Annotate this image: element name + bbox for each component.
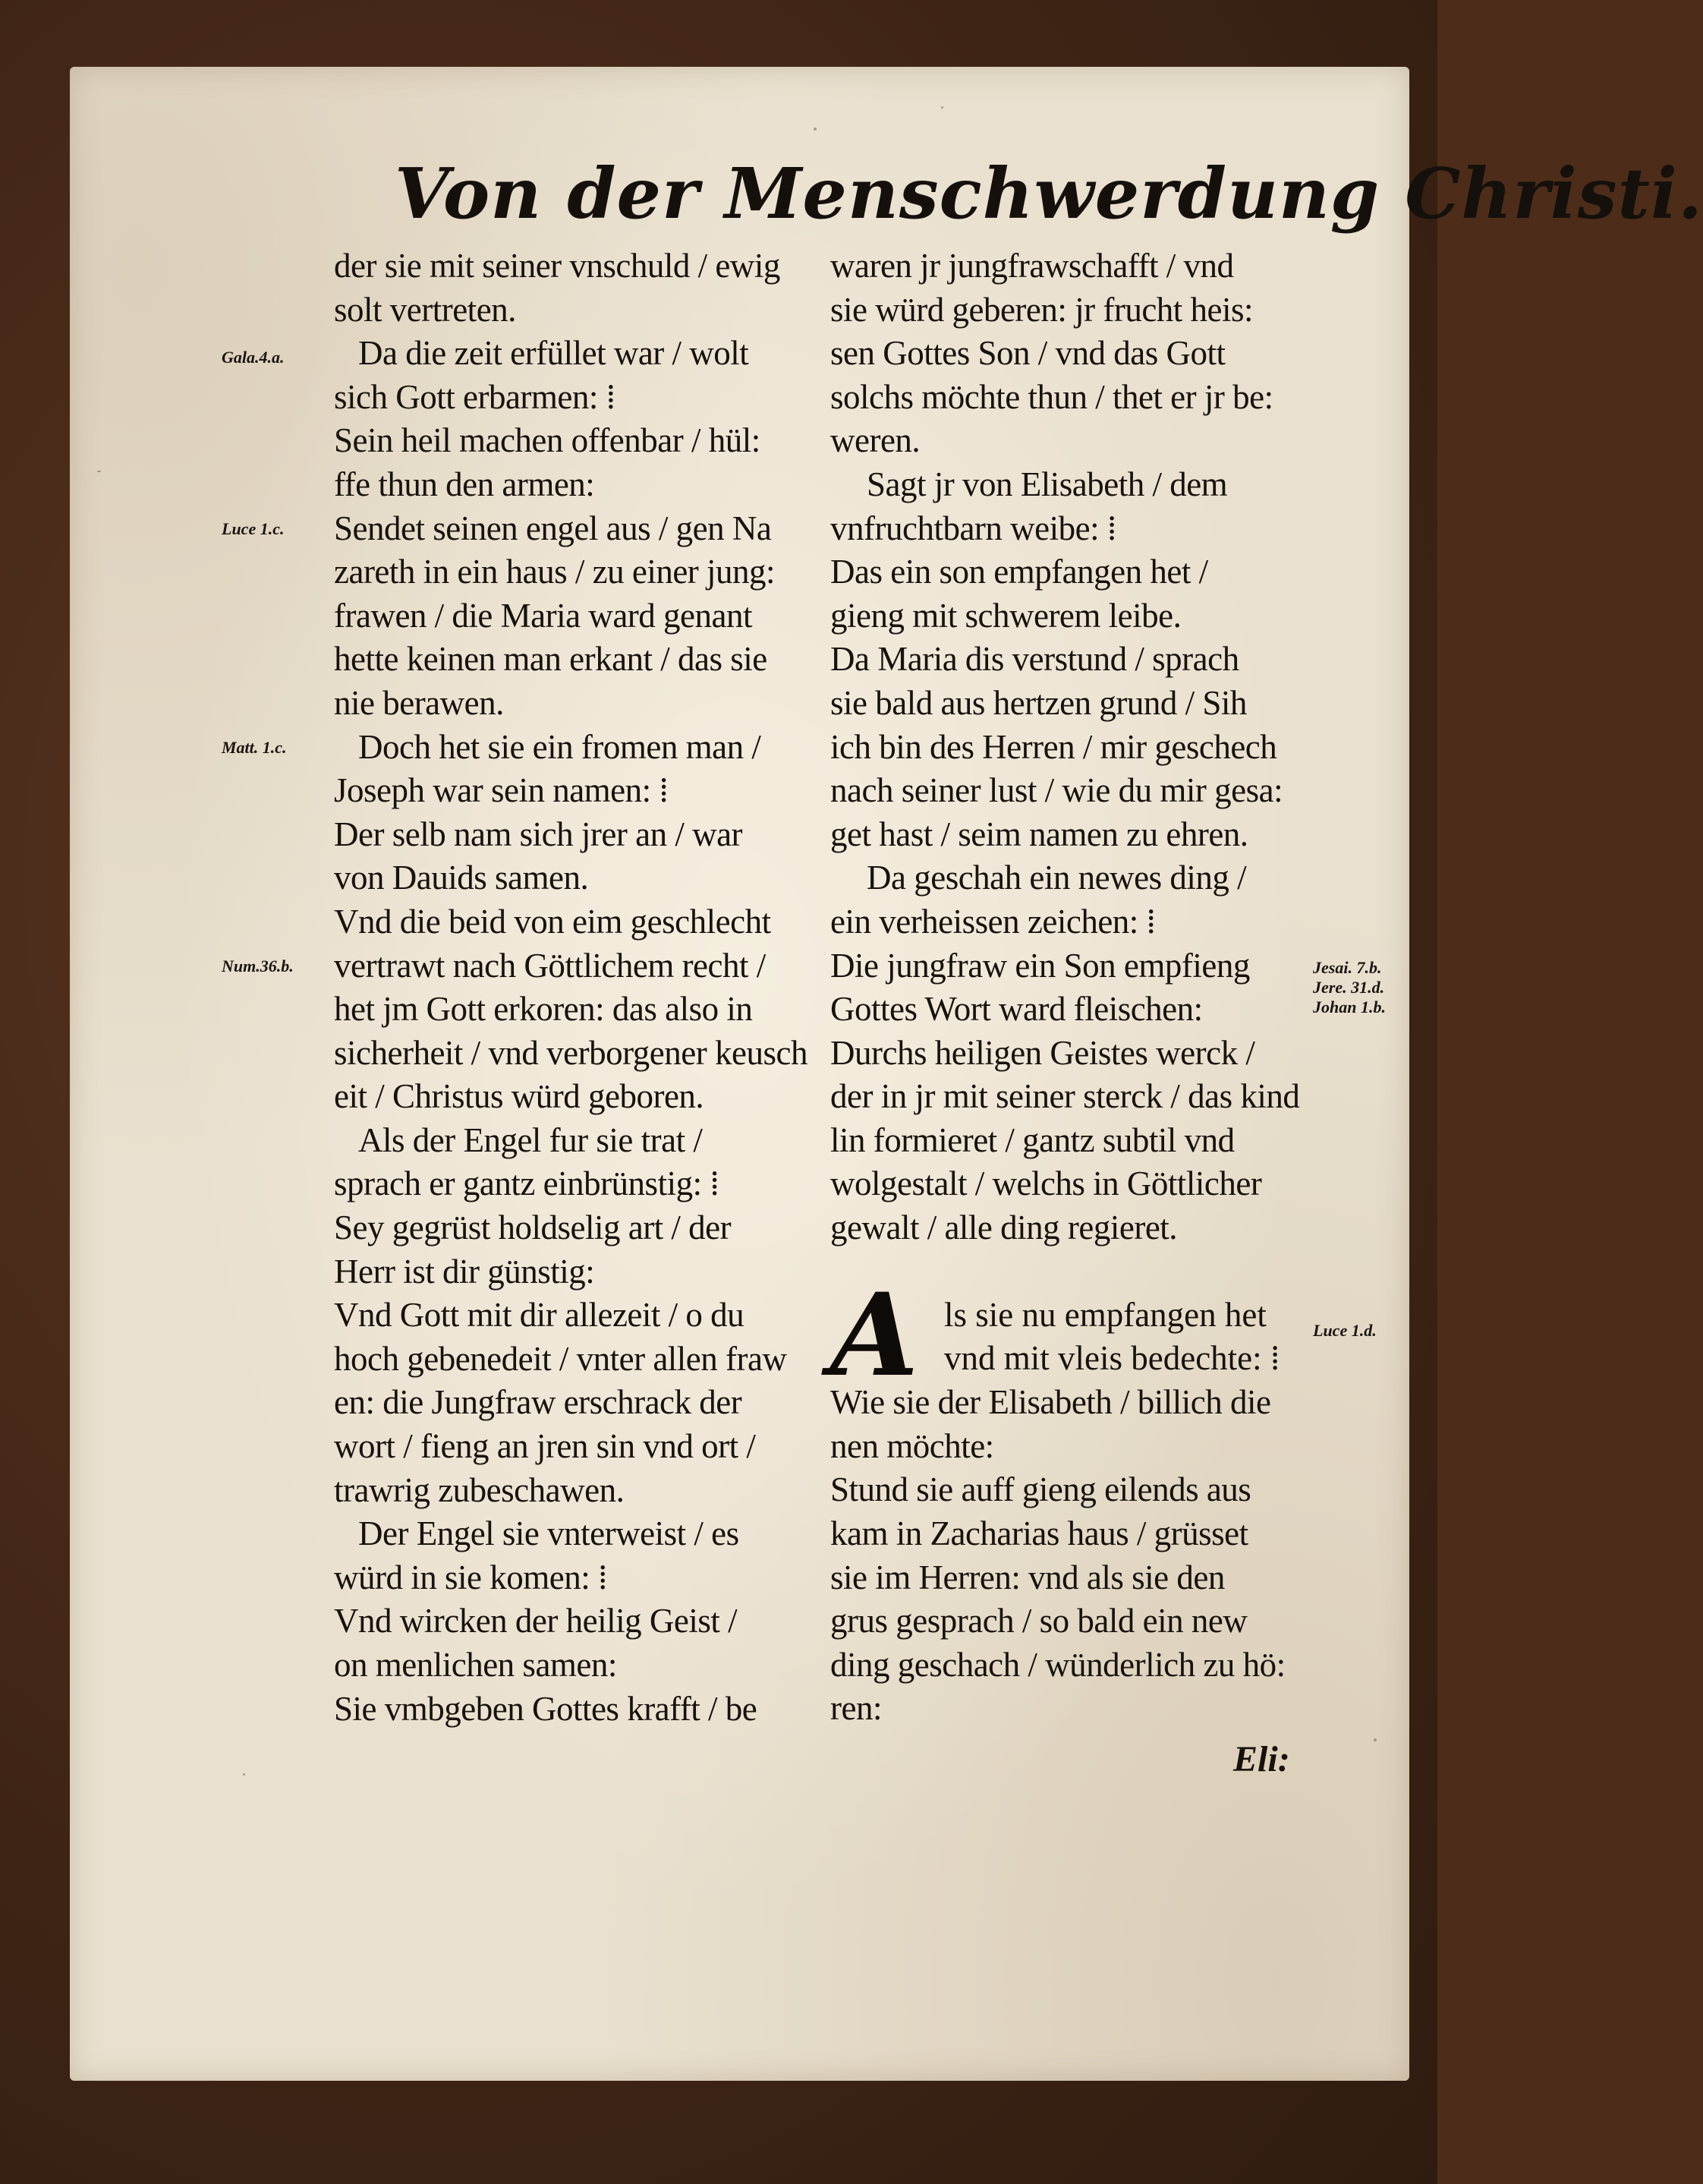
text-line: Stund sie auff gieng eilends aus	[830, 1470, 1251, 1509]
catchword: Eli:	[1233, 1739, 1290, 1779]
text-line: Sie vmbgeben Gottes krafft / be	[334, 1689, 757, 1728]
paper-speck	[814, 128, 817, 131]
text-line: der sie mit seiner vnschuld / ewig	[334, 247, 780, 285]
text-line: ding geschach / wünderlich zu hö:	[830, 1645, 1286, 1684]
text-line: grus gesprach / so bald ein new	[830, 1602, 1248, 1640]
drop-cap-letter: A	[830, 1268, 919, 1403]
text-line: Da die zeit erfüllet war / wolt	[358, 334, 749, 373]
text-line: Sein heil machen offenbar / hül:	[334, 421, 760, 460]
text-line: zareth in ein haus / zu einer jung:	[334, 553, 776, 591]
left-text-column	[334, 244, 807, 1731]
text-line: Wie sie der Elisabeth / billich die	[830, 1383, 1271, 1422]
text-line: on menlichen samen:	[334, 1646, 617, 1684]
text-line: weren.	[830, 421, 921, 460]
text-line: sprach er gantz einbrünstig: ⁞	[334, 1164, 719, 1203]
text-line: waren jr jungfrawschafft / vnd	[830, 247, 1234, 285]
text-line: lin formieret / gantz subtil vnd	[830, 1120, 1235, 1159]
margin-note-refs	[1313, 958, 1386, 1017]
right-text-column	[830, 244, 1316, 1731]
text-line: solchs möchte thun / thet er jr be:	[830, 377, 1273, 416]
text-line: nach seiner lust / wie du mir gesa:	[830, 771, 1283, 810]
text-line: ren:	[830, 1689, 882, 1728]
text-line: vnfruchtbarn weibe: ⁞	[830, 509, 1116, 547]
text-line: nen möchte:	[830, 1426, 994, 1465]
text-line: würd in sie komen: ⁞	[334, 1558, 607, 1596]
margin-note-johan: Johan 1.b.	[1313, 997, 1386, 1016]
text-line: ffe thun den armen:	[334, 465, 595, 503]
text-line: Vnd die beid von eim geschlecht	[334, 902, 771, 941]
text-line: hette keinen man erkant / das sie	[334, 640, 767, 679]
text-line: Gottes Wort ward fleischen:	[830, 990, 1203, 1029]
text-line: Als der Engel fur sie trat /	[358, 1120, 703, 1159]
text-line: eit / Christus würd geboren.	[334, 1077, 704, 1116]
text-line: gieng mit schwerem leibe.	[830, 596, 1182, 635]
text-line: ein verheissen zeichen: ⁞	[830, 902, 1156, 941]
text-line: sen Gottes Son / vnd das Gott	[830, 334, 1226, 373]
text-line: Doch het sie ein fromen man /	[358, 727, 761, 766]
margin-note-gala: Gala.4.a.	[222, 348, 285, 367]
text-line: frawen / die Maria ward genant	[334, 596, 752, 635]
text-line: Sey gegrüst holdselig art / der	[334, 1209, 732, 1247]
text-line: Vnd wircken der heilig Geist /	[334, 1602, 738, 1640]
text-line: Da Maria dis verstund / sprach	[830, 640, 1239, 679]
text-line: Der selb nam sich jrer an / war	[334, 815, 743, 853]
page-title: Von der Menschwerdung Christi.	[395, 153, 1703, 235]
text-line: het jm Gott erkoren: das also in	[334, 990, 753, 1029]
text-line: wort / fieng an jren sin vnd ort /	[334, 1427, 756, 1466]
text-line: hoch gebenedeit / vnter allen fraw	[334, 1339, 787, 1378]
paper-speck	[243, 1773, 245, 1776]
text-line: ls sie nu empfangen het	[944, 1296, 1267, 1335]
text-line: sicherheit / vnd verborgener keusch	[334, 1033, 807, 1072]
text-line: Herr ist dir günstig:	[334, 1252, 595, 1291]
text-line: Die jungfraw ein Son empfieng	[830, 946, 1250, 985]
text-line: Da geschah ein newes ding /	[867, 859, 1247, 897]
text-line: sich Gott erbarmen: ⁞	[334, 377, 615, 416]
text-line: gewalt / alle ding regieret.	[830, 1209, 1178, 1247]
margin-note-jesai: Jesai. 7.b.	[1313, 958, 1382, 977]
text-line: Sendet seinen engel aus / gen Na	[334, 509, 772, 547]
text-line: sie bald aus hertzen grund / Sih	[830, 683, 1247, 722]
text-line: Der Engel sie vnterweist / es	[358, 1514, 739, 1553]
text-line: wolgestalt / welchs in Göttlicher	[830, 1164, 1262, 1203]
text-line: von Dauids samen.	[334, 859, 589, 897]
text-line: vertrawt nach Göttlichem recht /	[334, 946, 766, 985]
paper-speck	[941, 106, 943, 109]
margin-note-luce-1c: Luce 1.c.	[222, 519, 285, 538]
text-line: ich bin des Herren / mir geschech	[830, 727, 1277, 766]
text-line: Vnd Gott mit dir allezeit / o du	[334, 1296, 744, 1335]
text-line: nie berawen.	[334, 683, 504, 722]
text-line: get hast / seim namen zu ehren.	[830, 815, 1248, 853]
paper-speck	[97, 471, 101, 472]
paper-speck	[1374, 1738, 1377, 1741]
margin-note-matt: Matt. 1.c.	[222, 738, 287, 757]
text-line: trawrig zubeschawen.	[334, 1470, 625, 1509]
text-line: vnd mit vleis bedechte: ⁞	[944, 1339, 1280, 1378]
text-line: Joseph war sein namen: ⁞	[334, 771, 669, 810]
text-line: en: die Jungfraw erschrack der	[334, 1383, 742, 1422]
text-line: Das ein son empfangen het /	[830, 553, 1208, 591]
text-line: Sagt jr von Elisabeth / dem	[867, 465, 1228, 503]
margin-note-num: Num.36.b.	[222, 956, 294, 975]
text-line: der in jr mit seiner sterck / das kind	[830, 1077, 1300, 1116]
text-line: kam in Zacharias haus / grüsset	[830, 1514, 1248, 1553]
text-line: solt vertreten.	[334, 290, 516, 329]
text-line: sie würd geberen: jr frucht heis:	[830, 290, 1254, 329]
text-line: sie im Herren: vnd als sie den	[830, 1558, 1225, 1596]
margin-note-jere: Jere. 31.d.	[1313, 978, 1385, 997]
text-line: Durchs heiligen Geistes werck /	[830, 1033, 1255, 1072]
margin-note-luce-1d: Luce 1.d.	[1313, 1321, 1377, 1340]
